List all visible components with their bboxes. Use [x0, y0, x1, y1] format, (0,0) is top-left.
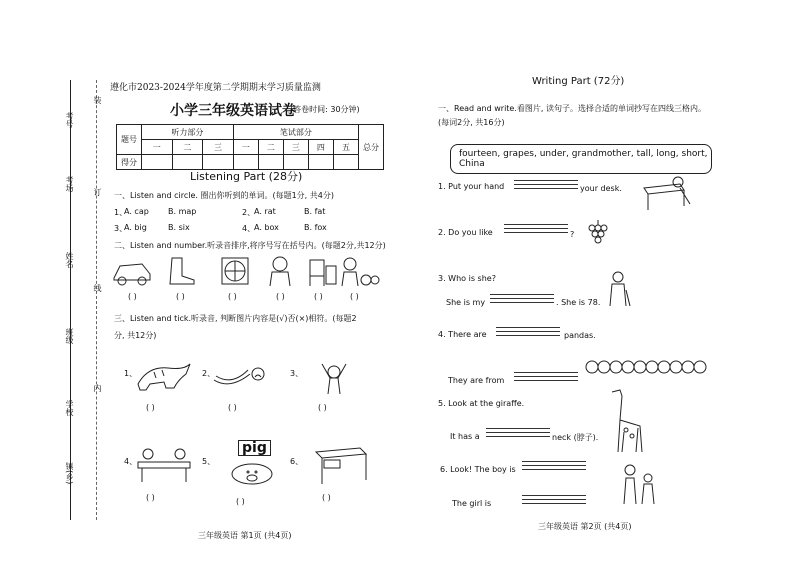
rq-sentence-text: She is my [446, 298, 486, 307]
rq-sentence-text: 5. Look at the giraffe. [438, 399, 525, 408]
girl-onions-picture [342, 258, 379, 286]
seal-marker: 订 [93, 188, 102, 196]
exam-title-line2: 小学三年级英语试卷 [170, 103, 296, 119]
boy-girl-picture [618, 464, 658, 510]
written-num: 四 [308, 140, 333, 155]
four-line-grid[interactable] [514, 180, 578, 194]
binding-label-town: 镇(乡) [65, 462, 74, 485]
four-line-grid[interactable] [486, 428, 550, 442]
binding-label-exam-no: 考号 [65, 112, 74, 128]
boy-picture [270, 257, 290, 286]
q1-option[interactable]: A. box [254, 223, 279, 232]
boy-desk-picture [640, 176, 700, 212]
exam-title-line1: 遵化市2023-2024学年度第二学期期末学习质量监测 [110, 83, 321, 93]
q2-answer-bracket[interactable]: ( ) [228, 292, 237, 301]
seal-marker: 内 [93, 384, 102, 392]
pandas-picture [584, 356, 712, 378]
q3-answer-bracket[interactable]: ( ) [228, 403, 237, 412]
rq-sentence-text: neck (脖子). [552, 433, 599, 442]
desk-picture [316, 448, 366, 484]
q3-instruction-line2: 分, 共12分) [114, 331, 157, 340]
q3-pictures-row1 [134, 360, 374, 396]
q3-num: 1、 [124, 369, 138, 378]
pig-word-label: pig [238, 440, 271, 456]
car-picture [114, 264, 150, 285]
listening-num: 二 [172, 140, 203, 155]
rq-sentence-text: The girl is [452, 499, 492, 508]
q1-item-num: 1、 [114, 208, 128, 217]
q2-pictures [110, 254, 380, 288]
q1-instruction: 一、Listen and circle. 圈出你听到的单词。(每题1分, 共4分) [114, 191, 334, 200]
binding-label-room: 考场 [65, 176, 74, 192]
four-line-grid[interactable] [496, 327, 560, 341]
seal-line [96, 80, 97, 520]
rq-sentence-text: ? [570, 230, 575, 239]
q1-option[interactable]: A. cap [124, 207, 149, 216]
q3-answer-bracket[interactable]: ( ) [146, 403, 155, 412]
chair-picture [310, 260, 336, 286]
rq-sentence-text: 1. Put your hand [438, 182, 505, 191]
q3-num: 2、 [202, 369, 216, 378]
rq-sentence-text: 2. Do you like [438, 228, 493, 237]
q1-option[interactable]: B. fox [304, 223, 327, 232]
q2-answer-bracket[interactable]: ( ) [350, 292, 359, 301]
four-line-grid[interactable] [522, 495, 586, 509]
four-line-grid[interactable] [504, 224, 568, 238]
written-num: 一 [233, 140, 258, 155]
binding-label-class: 班级 [65, 328, 74, 344]
q2-answer-bracket[interactable]: ( ) [276, 292, 285, 301]
rq1-instruction-line2: (每词2分, 共16分) [438, 118, 505, 127]
total-header: 总分 [359, 125, 384, 170]
q1-item-num: 3、 [114, 224, 128, 233]
q3-num: 3、 [290, 369, 304, 378]
q2-instruction: 二、Listen and number.听录音排序,将序号写在括号内。(每题2分,共12分) [114, 241, 386, 250]
rq1-instruction-line1: 一、Read and write.看图片, 读句子。选择合适的单词抄写在四线三格内。 [438, 104, 706, 113]
q1-item-num: 2、 [242, 208, 256, 217]
q3-answer-bracket[interactable]: ( ) [318, 403, 327, 412]
q2-answer-bracket[interactable]: ( ) [314, 292, 323, 301]
word-bank-box: fourteen, grapes, under, grandmother, tall, long, short, China [450, 144, 712, 174]
binding-label-school: 学校 [65, 400, 74, 416]
q1-item-num: 4、 [242, 224, 256, 233]
writing-section-title: Writing Part (72分) [532, 76, 625, 87]
binding-line [70, 80, 71, 520]
rq-sentence-text: 3. Who is she? [438, 274, 496, 283]
q1-option[interactable]: B. six [168, 223, 190, 232]
q1-option[interactable]: A. big [124, 223, 147, 232]
binding-label-name: 姓名 [65, 252, 74, 268]
rq-sentence-text: . She is 78. [556, 298, 601, 307]
score-table [116, 124, 384, 170]
q1-option[interactable]: B. map [168, 207, 197, 216]
written-num: 三 [283, 140, 308, 155]
four-line-grid[interactable] [514, 372, 578, 386]
q3-instruction-line1: 三、Listen and tick.听录音, 判断图片内容是(√)否(×)相符。(每题2 [114, 314, 357, 323]
pig-picture [232, 464, 272, 484]
listening-num: 三 [203, 140, 234, 155]
giraffe-picture [604, 386, 648, 456]
written-header: 笔试部分 [233, 125, 358, 140]
left-page-footer: 三年级英语 第1页 (共4页) [198, 531, 292, 540]
written-num: 五 [333, 140, 358, 155]
score-row-label: 得分 [117, 155, 142, 170]
q3-num: 5、 [202, 457, 216, 466]
bananas-smile-picture [214, 368, 264, 384]
q3-num: 6、 [290, 457, 304, 466]
listening-num: 一 [142, 140, 173, 155]
rq-sentence-text: pandas. [564, 331, 596, 340]
listening-header: 听力部分 [142, 125, 234, 140]
rq-sentence-text: your desk. [580, 184, 622, 193]
grapes-picture [586, 218, 608, 252]
listening-section-title: Listening Part (28分) [190, 170, 303, 183]
seal-marker: 装 [93, 96, 102, 104]
score-cell[interactable] [308, 155, 333, 170]
score-cell[interactable] [333, 155, 358, 170]
rq-sentence-text: 6. Look! The boy is [440, 465, 516, 474]
exam-time-note: (答卷时间: 30分钟) [290, 105, 360, 114]
grandmother-picture [604, 270, 632, 310]
four-line-grid[interactable] [522, 461, 586, 475]
right-page-footer: 三年级英语 第2页 (共4页) [538, 522, 632, 531]
children-table-picture [138, 449, 190, 482]
seal-marker: 线 [93, 284, 102, 292]
rq-sentence-text: 4. There are [438, 330, 487, 339]
q3-answer-bracket[interactable]: ( ) [236, 497, 245, 506]
q1-option[interactable]: B. fat [304, 207, 326, 216]
tiger-picture [138, 364, 190, 390]
score-cell[interactable] [142, 155, 173, 170]
boot-picture [170, 258, 194, 284]
rq-sentence-text: They are from [448, 376, 505, 385]
girl-arms-up-picture [322, 364, 346, 394]
rq-sentence-text: It has a [450, 432, 480, 441]
q2-answer-bracket[interactable]: ( ) [176, 292, 185, 301]
globe-picture [222, 258, 248, 284]
four-line-grid[interactable] [490, 294, 554, 308]
q2-answer-bracket[interactable]: ( ) [128, 292, 137, 301]
q3-answer-bracket[interactable]: ( ) [146, 493, 155, 502]
score-table-label: 题号 [117, 125, 142, 155]
q3-num: 4、 [124, 457, 138, 466]
q3-answer-bracket[interactable]: ( ) [322, 493, 331, 502]
q1-option[interactable]: A. rat [254, 207, 276, 216]
written-num: 二 [258, 140, 283, 155]
